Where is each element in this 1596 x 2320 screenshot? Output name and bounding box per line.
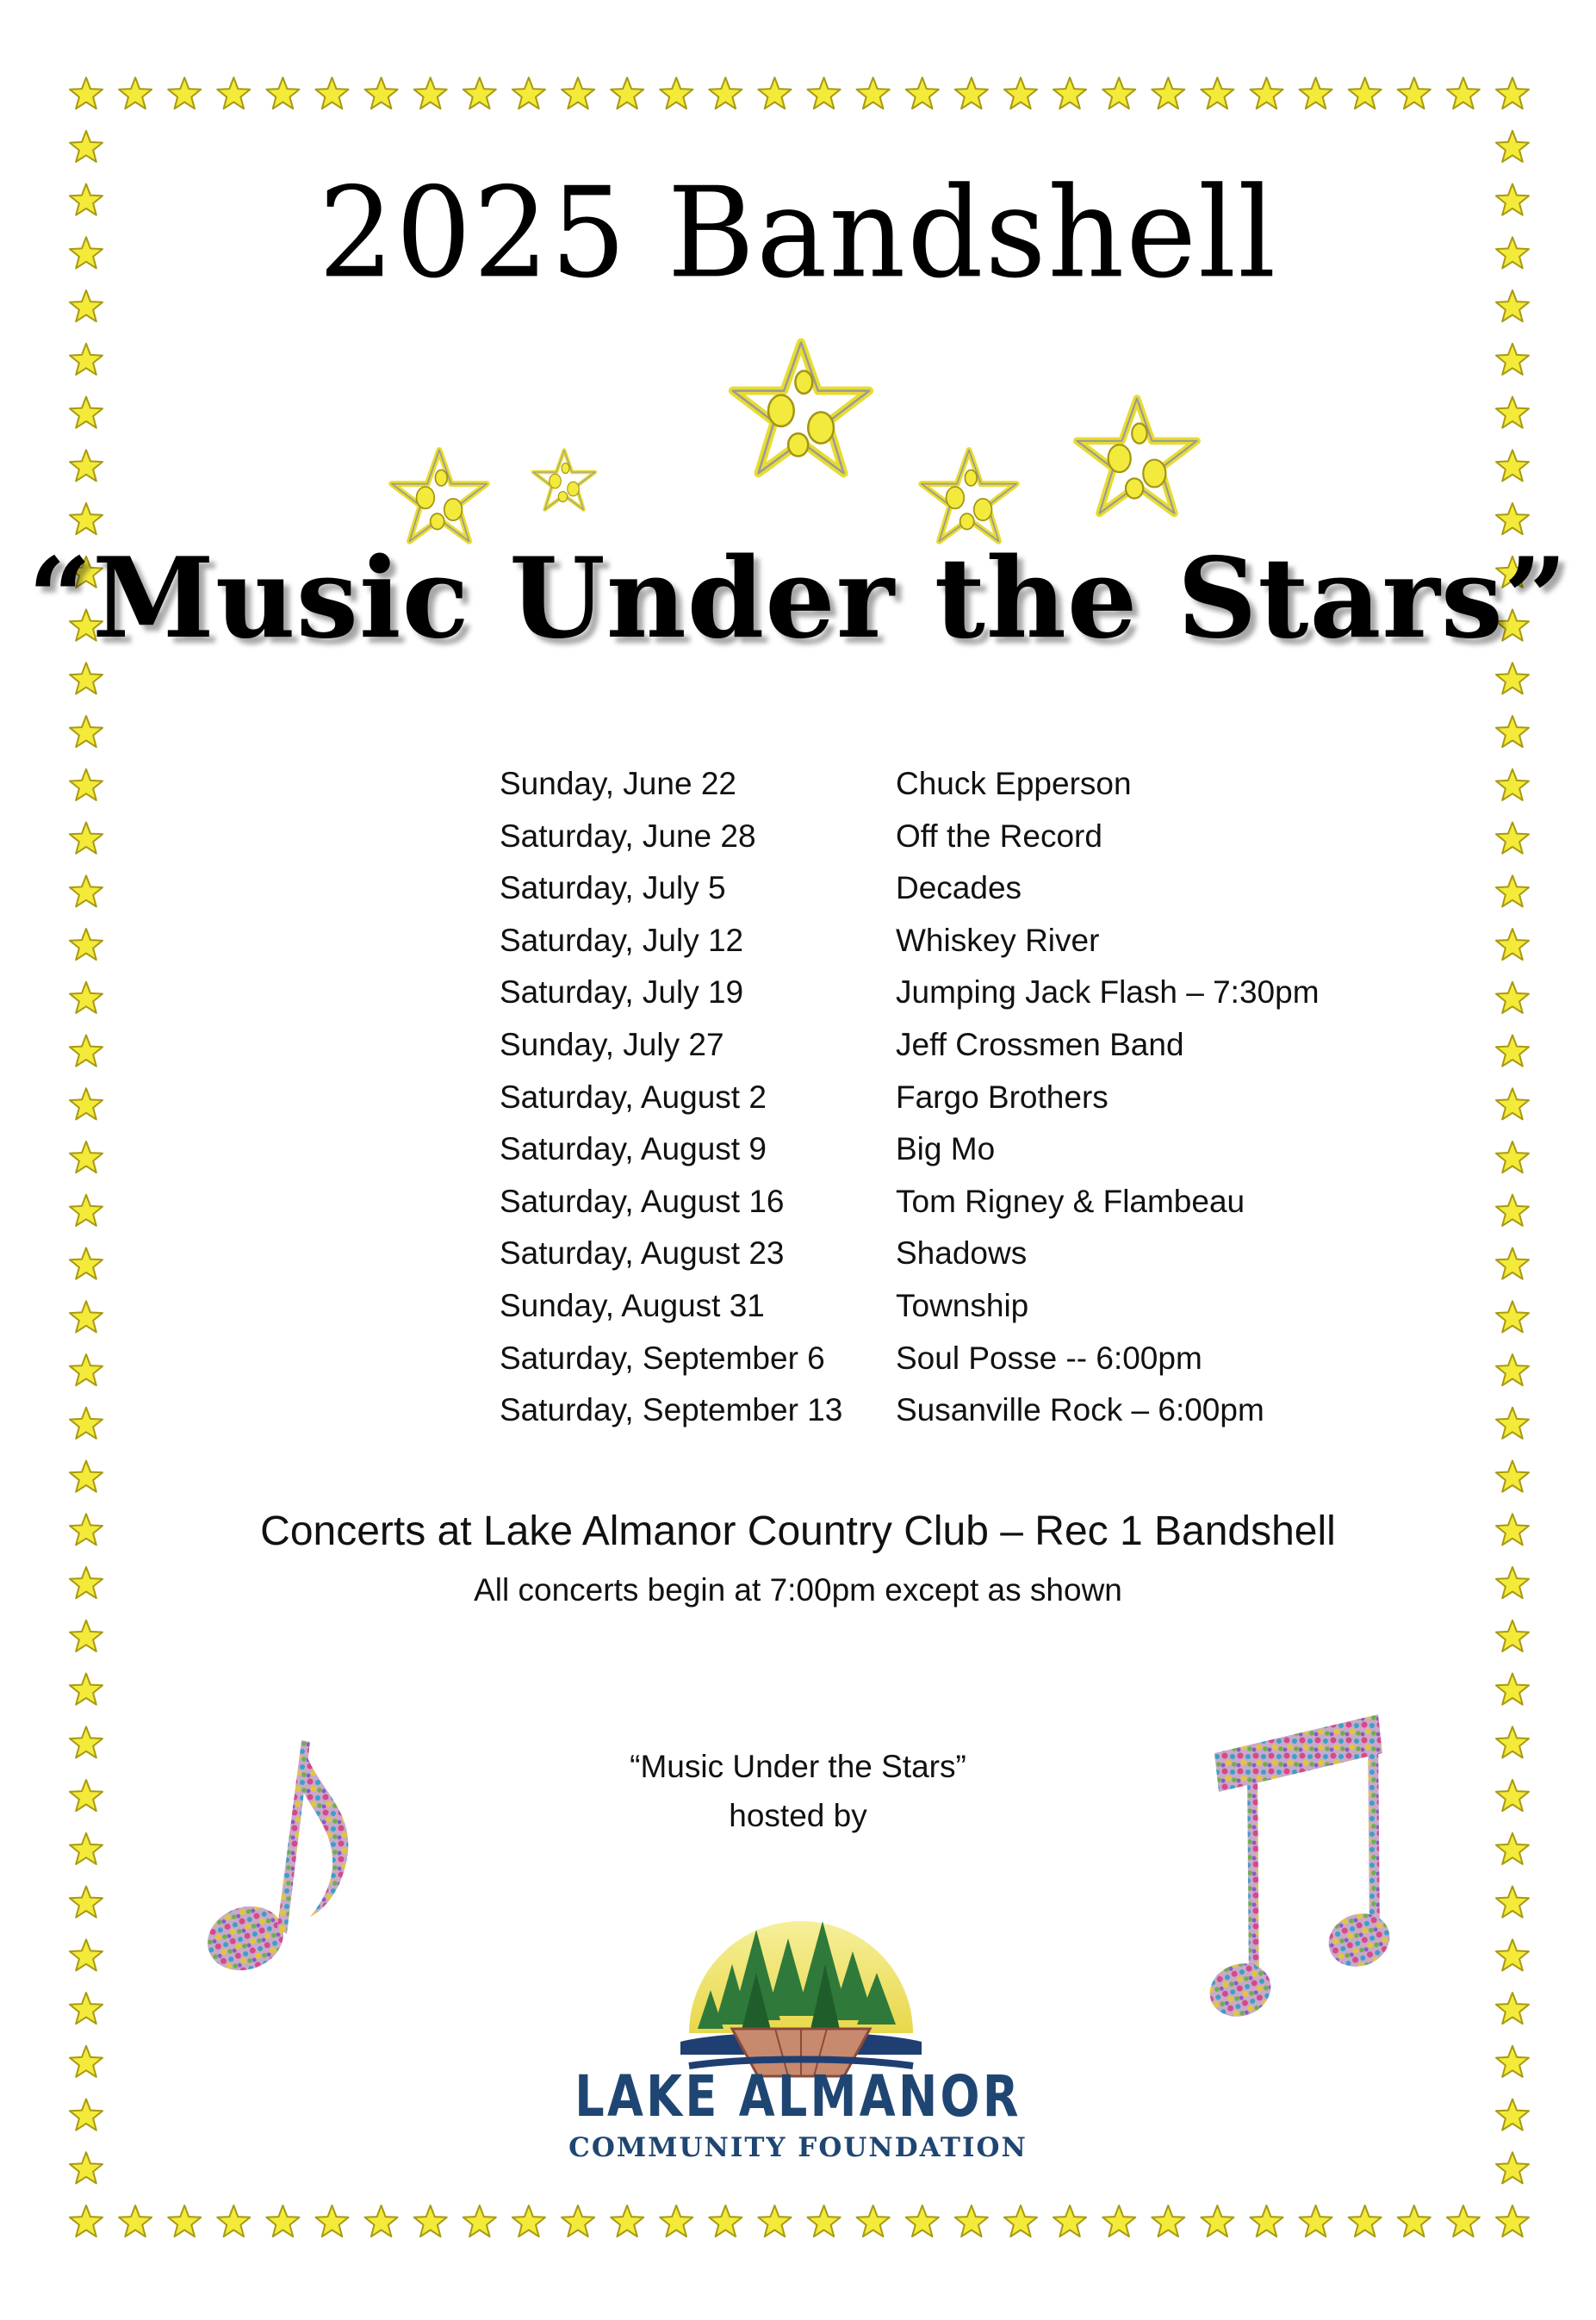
band-name: Off the Record bbox=[896, 818, 1102, 854]
star-icon bbox=[1496, 2205, 1529, 2236]
star-icon bbox=[1496, 875, 1529, 906]
star-icon bbox=[70, 1939, 102, 1970]
concert-date: Sunday, June 22 bbox=[500, 766, 736, 801]
schedule-row bbox=[500, 967, 1361, 1019]
star-icon bbox=[562, 78, 594, 109]
star-icon bbox=[1398, 2205, 1431, 2236]
star-icon bbox=[1496, 503, 1529, 534]
star-icon bbox=[70, 131, 102, 162]
star-icon bbox=[70, 78, 102, 109]
star-icon bbox=[70, 1141, 102, 1172]
star-icon bbox=[512, 78, 545, 109]
band-name: Soul Posse -- 6:00pm bbox=[896, 1340, 1202, 1376]
star-icon bbox=[70, 2046, 102, 2077]
concert-date: Sunday, August 31 bbox=[500, 1287, 765, 1323]
star-icon bbox=[70, 1461, 102, 1492]
star-icon bbox=[906, 2205, 939, 2236]
band-name: Decades bbox=[896, 870, 1022, 906]
concert-date: Saturday, July 12 bbox=[500, 922, 744, 958]
star-icon bbox=[70, 769, 102, 800]
band-name: Fargo Brothers bbox=[896, 1079, 1109, 1115]
concert-date: Sunday, July 27 bbox=[500, 1026, 724, 1062]
hosted-by-text: hosted by bbox=[729, 1798, 867, 1833]
star-icon bbox=[316, 78, 349, 109]
schedule-row bbox=[500, 811, 1361, 863]
star-icon bbox=[1251, 78, 1283, 109]
star-icon bbox=[316, 2205, 349, 2236]
star-icon bbox=[1496, 1833, 1529, 1864]
star-icon bbox=[1496, 2099, 1529, 2130]
star-icon bbox=[1496, 1088, 1529, 1119]
star-icon bbox=[709, 78, 742, 109]
star-icon bbox=[1496, 1354, 1529, 1385]
star-icon bbox=[1496, 1195, 1529, 1226]
star-icon bbox=[1496, 1887, 1529, 1918]
star-icon bbox=[1496, 1301, 1529, 1332]
star-icon bbox=[611, 2205, 643, 2236]
page-subtitle: “Music Under the Stars” bbox=[28, 534, 1568, 663]
star-icon bbox=[1447, 78, 1480, 109]
star-icon bbox=[1300, 2205, 1332, 2236]
band-name: Jeff Crossmen Band bbox=[896, 1026, 1184, 1062]
star-icon bbox=[70, 1833, 102, 1864]
star-icon bbox=[70, 397, 102, 428]
star-icon bbox=[70, 450, 102, 481]
band-name: Tom Rigney & Flambeau bbox=[896, 1183, 1245, 1219]
schedule-row bbox=[500, 1176, 1361, 1228]
schedule-row bbox=[500, 1280, 1361, 1333]
star-icon bbox=[1496, 1993, 1529, 2024]
star-icon bbox=[758, 78, 791, 109]
star-icon bbox=[955, 78, 988, 109]
musical-note-star-icon bbox=[733, 343, 869, 474]
star-icon bbox=[119, 78, 152, 109]
concert-date: Saturday, August 9 bbox=[500, 1131, 767, 1167]
star-icon bbox=[758, 2205, 791, 2236]
band-name: Jumping Jack Flash – 7:30pm bbox=[896, 974, 1320, 1011]
star-icon bbox=[1496, 1036, 1529, 1067]
concert-date: Saturday, July 19 bbox=[500, 974, 744, 1011]
star-icon bbox=[611, 78, 643, 109]
band-name: Shadows bbox=[896, 1235, 1028, 1272]
musical-note-star-icon bbox=[1077, 399, 1196, 513]
schedule-row bbox=[500, 1072, 1361, 1124]
star-icon bbox=[1496, 78, 1529, 109]
star-icon bbox=[70, 662, 102, 694]
band-name: Chuck Epperson bbox=[896, 766, 1132, 801]
star-icon bbox=[70, 1354, 102, 1385]
star-icon bbox=[1152, 2205, 1184, 2236]
star-icon bbox=[1398, 78, 1431, 109]
concert-date: Saturday, July 5 bbox=[500, 870, 726, 906]
star-icon bbox=[70, 875, 102, 906]
star-icon bbox=[1102, 78, 1135, 109]
schedule-row bbox=[500, 1384, 1361, 1437]
star-icon bbox=[365, 2205, 398, 2236]
star-icon bbox=[365, 78, 398, 109]
star-icon bbox=[906, 78, 939, 109]
star-icon bbox=[1496, 450, 1529, 481]
star-icon bbox=[119, 2205, 152, 2236]
star-icon bbox=[1201, 78, 1233, 109]
schedule-row bbox=[500, 862, 1361, 915]
musical-note-star-icon bbox=[533, 451, 595, 510]
schedule-row bbox=[500, 758, 1361, 811]
star-icon bbox=[70, 2205, 102, 2236]
star-icon bbox=[1496, 131, 1529, 162]
start-time-note: All concerts begin at 7:00pm except as shown bbox=[474, 1572, 1122, 1608]
venue-text: Concerts at Lake Almanor Country Club – Rec 1 Bandshell bbox=[260, 1508, 1336, 1554]
star-icon bbox=[70, 1301, 102, 1332]
musical-note-star-icon bbox=[922, 451, 1016, 542]
star-icon bbox=[70, 823, 102, 854]
star-icon bbox=[70, 1088, 102, 1119]
band-name: Susanville Rock – 6:00pm bbox=[896, 1392, 1264, 1428]
schedule-row bbox=[500, 1123, 1361, 1176]
schedule-row bbox=[500, 1228, 1361, 1280]
star-icon bbox=[1496, 397, 1529, 428]
band-name: Township bbox=[896, 1287, 1029, 1323]
star-icon bbox=[1300, 78, 1332, 109]
star-icon bbox=[70, 1993, 102, 2024]
star-icon bbox=[70, 503, 102, 534]
star-icon bbox=[1496, 2046, 1529, 2077]
star-icon bbox=[70, 929, 102, 960]
star-icon bbox=[217, 2205, 250, 2236]
star-icon bbox=[463, 78, 496, 109]
star-icon bbox=[808, 2205, 841, 2236]
band-name: Whiskey River bbox=[896, 922, 1100, 958]
star-icon bbox=[463, 2205, 496, 2236]
star-icon bbox=[1349, 2205, 1382, 2236]
star-icon bbox=[1496, 716, 1529, 747]
star-icon bbox=[1496, 1248, 1529, 1279]
star-icon bbox=[1251, 2205, 1283, 2236]
logo-subtitle: COMMUNITY FOUNDATION bbox=[568, 2132, 1028, 2163]
star-icon bbox=[1496, 1939, 1529, 1970]
hosted-quote: “Music Under the Stars” bbox=[630, 1749, 966, 1784]
star-icon bbox=[857, 2205, 890, 2236]
star-icon bbox=[1496, 769, 1529, 800]
star-icon bbox=[955, 2205, 988, 2236]
star-icon bbox=[70, 344, 102, 375]
schedule-row bbox=[500, 1333, 1361, 1385]
star-icon bbox=[70, 1036, 102, 1067]
star-icon bbox=[414, 2205, 447, 2236]
star-icon bbox=[857, 78, 890, 109]
star-icon bbox=[1496, 823, 1529, 854]
star-icon bbox=[1053, 78, 1086, 109]
star-icon bbox=[266, 78, 299, 109]
star-icon bbox=[168, 78, 201, 109]
concert-date: Saturday, September 6 bbox=[500, 1340, 825, 1376]
concert-date: Saturday, September 13 bbox=[500, 1392, 843, 1428]
star-icon bbox=[512, 2205, 545, 2236]
star-icon bbox=[709, 2205, 742, 2236]
concert-date: Saturday, June 28 bbox=[500, 818, 756, 854]
star-icon bbox=[70, 716, 102, 747]
star-icon bbox=[1004, 2205, 1037, 2236]
star-icon bbox=[1201, 2205, 1233, 2236]
star-icon bbox=[1496, 1408, 1529, 1439]
star-icon bbox=[70, 982, 102, 1013]
star-icon bbox=[1004, 78, 1037, 109]
band-name: Big Mo bbox=[896, 1131, 996, 1167]
schedule-row bbox=[500, 1019, 1361, 1072]
star-icon bbox=[660, 78, 692, 109]
star-icon bbox=[168, 2205, 201, 2236]
musical-note-star-icon bbox=[392, 451, 487, 542]
star-icon bbox=[1102, 2205, 1135, 2236]
star-icon bbox=[808, 78, 841, 109]
star-icon bbox=[660, 2205, 692, 2236]
concert-schedule bbox=[500, 758, 1361, 1437]
star-icon bbox=[1496, 1620, 1529, 1651]
beamed-notes-icon bbox=[1206, 1706, 1438, 2033]
star-icon bbox=[1349, 78, 1382, 109]
star-icon bbox=[1053, 2205, 1086, 2236]
star-icon bbox=[1447, 2205, 1480, 2236]
concert-date: Saturday, August 16 bbox=[500, 1183, 785, 1219]
star-icon bbox=[70, 2099, 102, 2130]
star-icon bbox=[70, 1248, 102, 1279]
star-icon bbox=[70, 1674, 102, 1705]
star-icon bbox=[414, 78, 447, 109]
logo-name: LAKE ALMANOR bbox=[574, 2063, 1022, 2130]
star-icon bbox=[266, 2205, 299, 2236]
star-icon bbox=[1496, 1461, 1529, 1492]
star-icon bbox=[70, 1195, 102, 1226]
star-icon bbox=[70, 1887, 102, 1918]
star-icon bbox=[1496, 1141, 1529, 1172]
page-title: 2025 Bandshell bbox=[318, 159, 1278, 307]
concert-date: Saturday, August 2 bbox=[500, 1079, 767, 1115]
concert-date: Saturday, August 23 bbox=[500, 1235, 785, 1272]
schedule-row bbox=[500, 915, 1361, 967]
star-icon bbox=[70, 1408, 102, 1439]
star-icon bbox=[1496, 929, 1529, 960]
star-icon bbox=[562, 2205, 594, 2236]
star-icon bbox=[1496, 1674, 1529, 1705]
star-icon bbox=[70, 1620, 102, 1651]
star-icon bbox=[1496, 982, 1529, 1013]
star-icon bbox=[217, 78, 250, 109]
star-icon bbox=[1496, 662, 1529, 694]
star-icon bbox=[1496, 344, 1529, 375]
star-icon bbox=[1152, 78, 1184, 109]
